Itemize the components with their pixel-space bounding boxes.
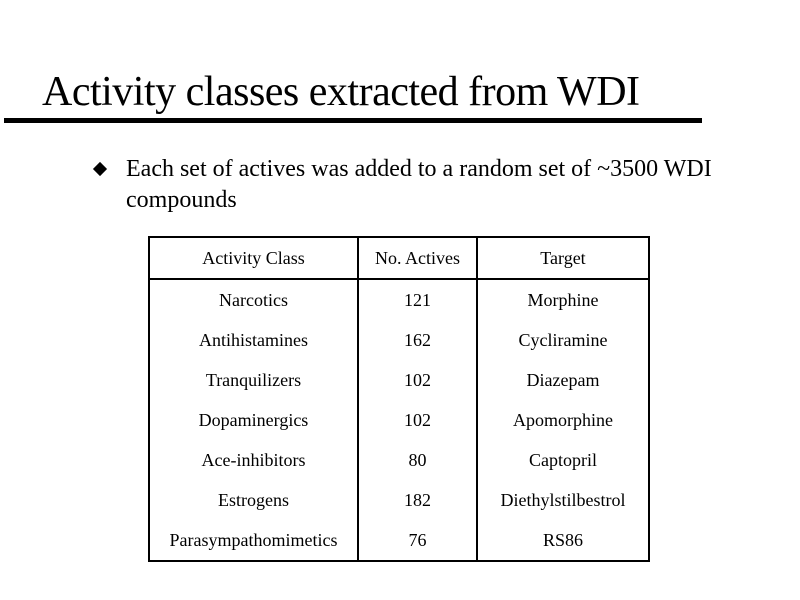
cell-target: Diazepam [526,369,600,390]
cell-target: Morphine [527,289,599,310]
cell-activity-class: Antihistamines [149,320,358,360]
table-row [149,279,649,320]
cell-activity-class: Tranquilizers [149,360,358,400]
activity-classes-table [148,236,650,562]
cell-no-actives: 162 [358,320,477,360]
cell-no-actives: 76 [358,520,477,561]
cell-no-actives: 121 [358,279,477,320]
cell-target: Captopril [529,449,597,470]
cell-target: Cycliramine [518,329,608,350]
cell-activity-class: Dopaminergics [149,400,358,440]
cell-activity-class: Parasympathomimetics [149,520,358,561]
cell-no-actives: 102 [358,400,477,440]
header-target: Target [477,237,649,279]
cell-activity-class: Ace-inhibitors [149,440,358,480]
header-no-actives: No. Actives [358,237,477,279]
cell-target: Apomorphine [513,409,613,430]
title-underline [4,118,702,123]
table-row [149,480,649,520]
table-row [149,320,649,360]
table-header-row [149,237,649,279]
table-row [149,360,649,400]
cell-activity-class: Narcotics [149,279,358,320]
table-row [149,400,649,440]
cell-no-actives: 102 [358,360,477,400]
cell-no-actives: 182 [358,480,477,520]
bullet-text: Each set of actives was added to a random set of ~3500 WDI compounds [126,156,712,213]
cell-target: Diethylstilbestrol [500,489,626,510]
table-row [149,440,649,480]
diamond-bullet-icon [93,162,107,176]
slide-title: Activity classes extracted from WDI [42,69,640,115]
cell-activity-class: Estrogens [149,480,358,520]
table-row [149,520,649,561]
cell-no-actives: 80 [358,440,477,480]
cell-target: RS86 [542,529,584,550]
header-activity-class: Activity Class [149,237,358,279]
